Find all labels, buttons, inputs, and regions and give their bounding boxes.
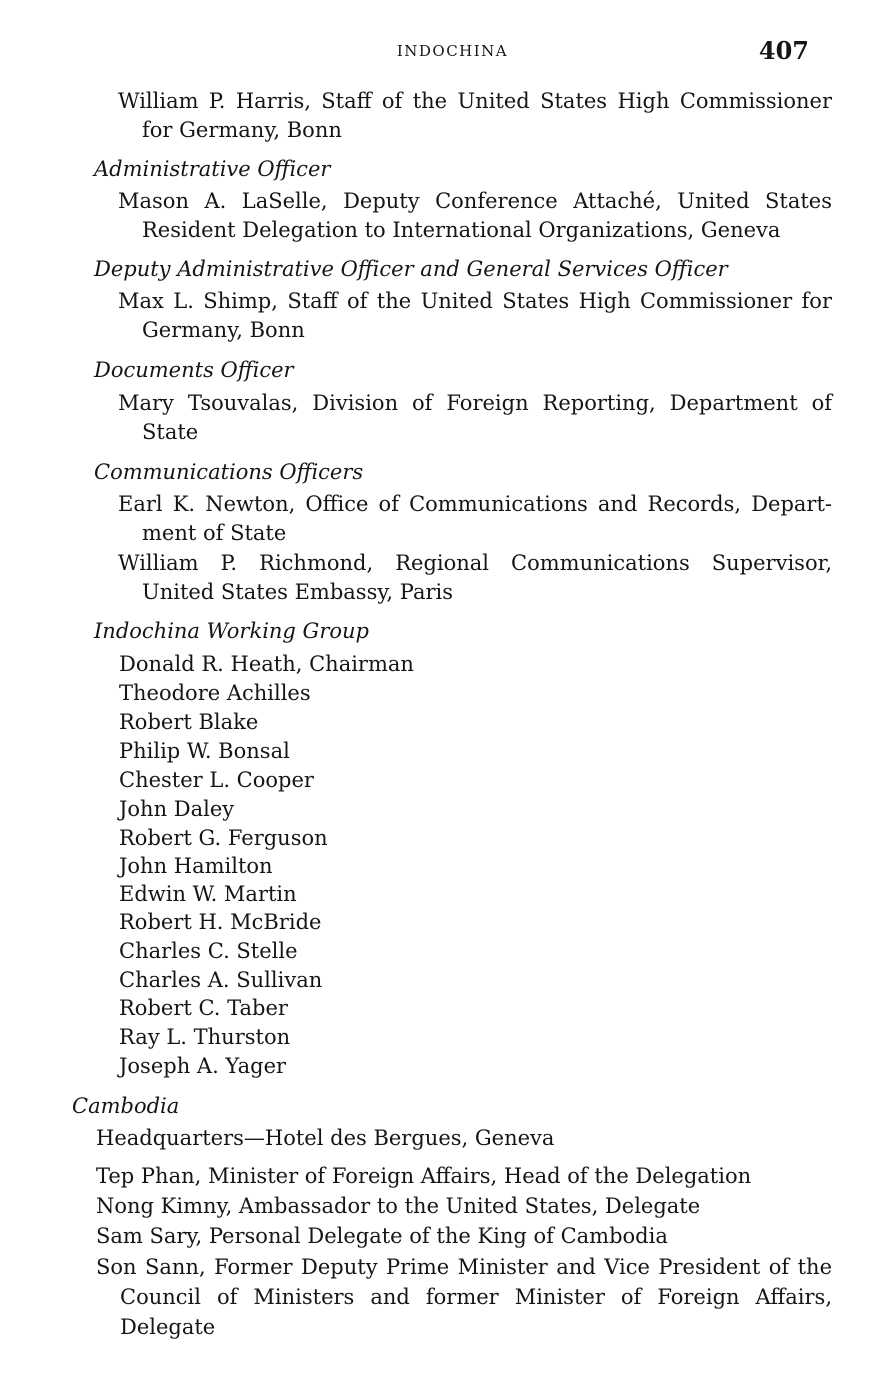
- cambodia-headquarters: Headquarters—Hotel des Bergues, Geneva: [96, 1126, 555, 1150]
- working-group-member: Robert C. Taber: [119, 996, 288, 1020]
- cambodia-delegate-son-sann: Son Sann, Former Deputy Prime Minister and Vice President of the Council of Ministers and former Minister of Foreign Affairs, Delegate: [96, 1255, 832, 1339]
- heading-documents-officer: Documents Officer: [94, 358, 294, 382]
- working-group-member: Philip W. Bonsal: [119, 739, 290, 763]
- heading-administrative-officer: Administrative Officer: [94, 157, 331, 181]
- entry-earl-newton: Earl K. Newton, Office of Communications and Records, Depart- ment of State: [118, 492, 832, 545]
- working-group-member: John Hamilton: [119, 854, 273, 878]
- working-group-member: John Daley: [119, 797, 235, 821]
- cambodia-delegate: Nong Kimny, Ambassador to the United States, Delegate: [96, 1194, 701, 1218]
- working-group-member: Theodore Achilles: [119, 681, 311, 705]
- running-header: [96, 38, 809, 68]
- working-group-member: Edwin W. Martin: [119, 882, 297, 906]
- running-title: INDOCHINA: [396, 42, 509, 60]
- working-group-member: Robert H. McBride: [119, 910, 322, 934]
- entry-max-shimp: Max L. Shimp, Staff of the United States High Commissioner for Germany, Bonn: [118, 289, 832, 342]
- entry-william-harris: William P. Harris, Staff of the United States High Commissioner for Germany, Bonn: [118, 89, 832, 142]
- cambodia-delegate: Tep Phan, Minister of Foreign Affairs, Head of the Delegation: [96, 1164, 752, 1188]
- cambodia-delegate: Sam Sary, Personal Delegate of the King of Cambodia: [96, 1224, 668, 1248]
- working-group-member: Charles C. Stelle: [119, 939, 298, 963]
- entry-mason-laselle: Mason A. LaSelle, Deputy Conference Attaché, United States Resident Delegation to International Organizations, Geneva: [118, 189, 832, 242]
- working-group-member: Charles A. Sullivan: [119, 968, 323, 992]
- working-group-member: Joseph A. Yager: [119, 1054, 287, 1078]
- entry-mary-tsouvalas: Mary Tsouvalas, Division of Foreign Reporting, Department of State: [118, 391, 832, 444]
- working-group-member: Robert G. Ferguson: [119, 826, 328, 850]
- entry-william-richmond: William P. Richmond, Regional Communications Supervisor, United States Embassy, Paris: [118, 551, 832, 604]
- heading-communications-officers: Communications Officers: [94, 460, 364, 484]
- working-group-member: Donald R. Heath, Chairman: [119, 652, 414, 676]
- heading-indochina-working-group: Indochina Working Group: [94, 619, 369, 643]
- heading-deputy-administrative-officer: Deputy Administrative Officer and General Services Officer: [94, 257, 728, 281]
- page-number: 407: [758, 36, 809, 65]
- working-group-member: Chester L. Cooper: [119, 768, 314, 792]
- heading-cambodia: Cambodia: [72, 1094, 180, 1118]
- working-group-member: Robert Blake: [119, 710, 259, 734]
- working-group-member: Ray L. Thurston: [119, 1025, 291, 1049]
